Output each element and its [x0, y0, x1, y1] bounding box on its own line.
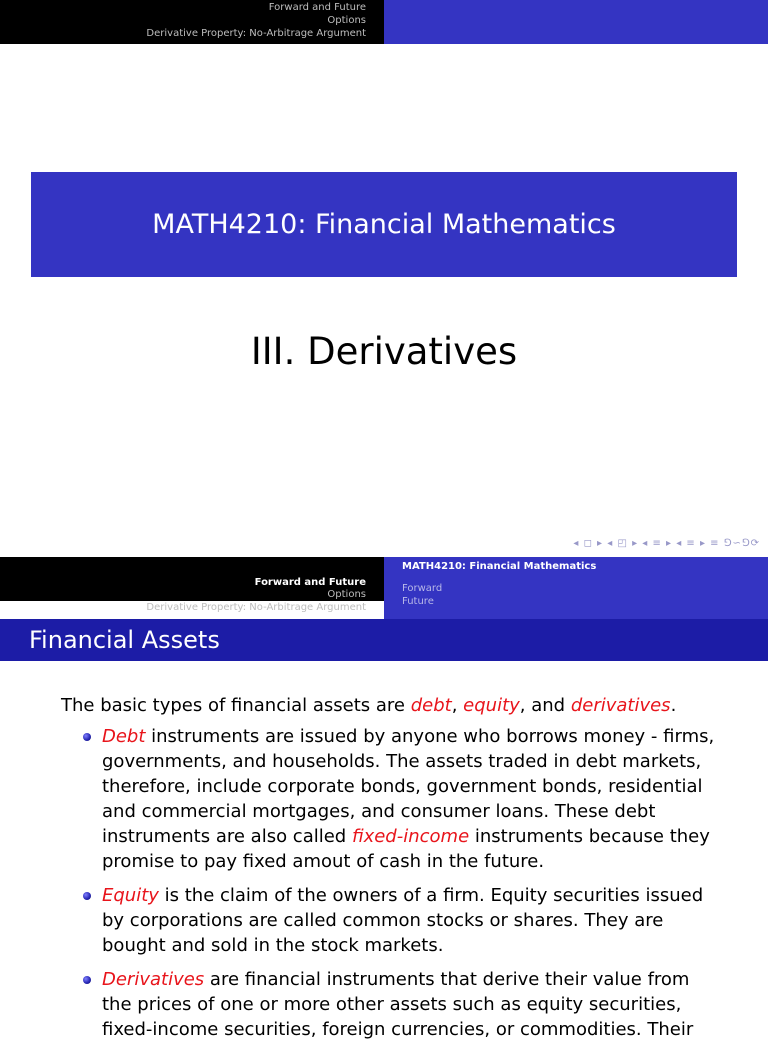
list-item-debt [61, 724, 721, 874]
intro-separator: , and [519, 695, 571, 716]
subsection-link-forward[interactable]: Forward [402, 583, 443, 594]
list-item-derivatives [61, 967, 721, 1042]
presentation-subtitle: III. Derivatives [250, 330, 518, 373]
equity-description: is the claim of the owners of a firm. Equity securities issued by corporations are called common stocks or shares. They are bought and sold in the stock markets. [102, 885, 704, 956]
intro-text: The basic types of financial assets are [61, 695, 411, 716]
presentation-title-box [31, 172, 737, 277]
section-link-no-arbitrage[interactable]: Derivative Property: No-Arbitrage Argument [146, 602, 366, 613]
derivatives-description: are financial instruments that derive their value from the prices of one or more other assets such as equity securities, fixed-income securities, foreign currencies, or commodities. Their [102, 969, 694, 1040]
section-link-forward-future[interactable]: Forward and Future [254, 577, 366, 588]
term-equity: Equity [102, 885, 159, 906]
course-title: MATH4210: Financial Mathematics [402, 561, 597, 572]
bullet-icon [83, 976, 91, 984]
term-equity: equity [463, 695, 520, 716]
bullet-icon [83, 733, 91, 741]
financial-assets-slide [0, 557, 768, 1040]
bullet-icon [83, 892, 91, 900]
headline-subsections-panel [384, 557, 768, 619]
headline-sections-panel [0, 0, 384, 44]
term-debt: debt [410, 695, 452, 716]
intro-separator: , [451, 695, 464, 716]
section-link-no-arbitrage[interactable]: Derivative Property: No-Arbitrage Argument [146, 28, 366, 39]
term-debt: Debt [102, 726, 146, 747]
section-link-options[interactable]: Options [327, 589, 366, 600]
beamer-navigation-controls[interactable]: ◂ ◻ ▸ ◂ ◰ ▸ ◂ ≡ ▸ ◂ ≡ ▸ ≡ ⅁∽⅁⟳ [573, 538, 760, 549]
subsection-link-future[interactable]: Future [402, 596, 434, 607]
slide-headline [0, 0, 768, 44]
debt-description: instruments are issued by anyone who borrows money - firms, governments, and households. The assets traded in debt markets, therefore, include corporate bonds, government bonds, residential and commercial mortgages, and consumer loans. These debt instruments are also called [102, 726, 715, 847]
slide-body [61, 693, 721, 1051]
headline-subsections-panel [384, 0, 768, 44]
term-fixed-income: fixed-income [351, 826, 470, 847]
headline-sections-panel [0, 557, 384, 613]
term-derivatives: derivatives [570, 695, 671, 716]
intro-period: . [670, 695, 677, 716]
presentation-title: MATH4210: Financial Mathematics [152, 209, 616, 240]
frame-title: Financial Assets [0, 619, 768, 661]
section-link-forward-future[interactable]: Forward and Future [268, 2, 366, 13]
intro-paragraph [61, 693, 721, 718]
section-link-options[interactable]: Options [327, 15, 366, 26]
term-derivatives: Derivatives [102, 969, 205, 990]
debt-description-end: instruments because they promise to pay fixed amout of cash in the future. [102, 826, 710, 872]
list-item-equity [61, 883, 721, 958]
asset-types-list [61, 724, 721, 1042]
slide-headline [0, 557, 768, 613]
